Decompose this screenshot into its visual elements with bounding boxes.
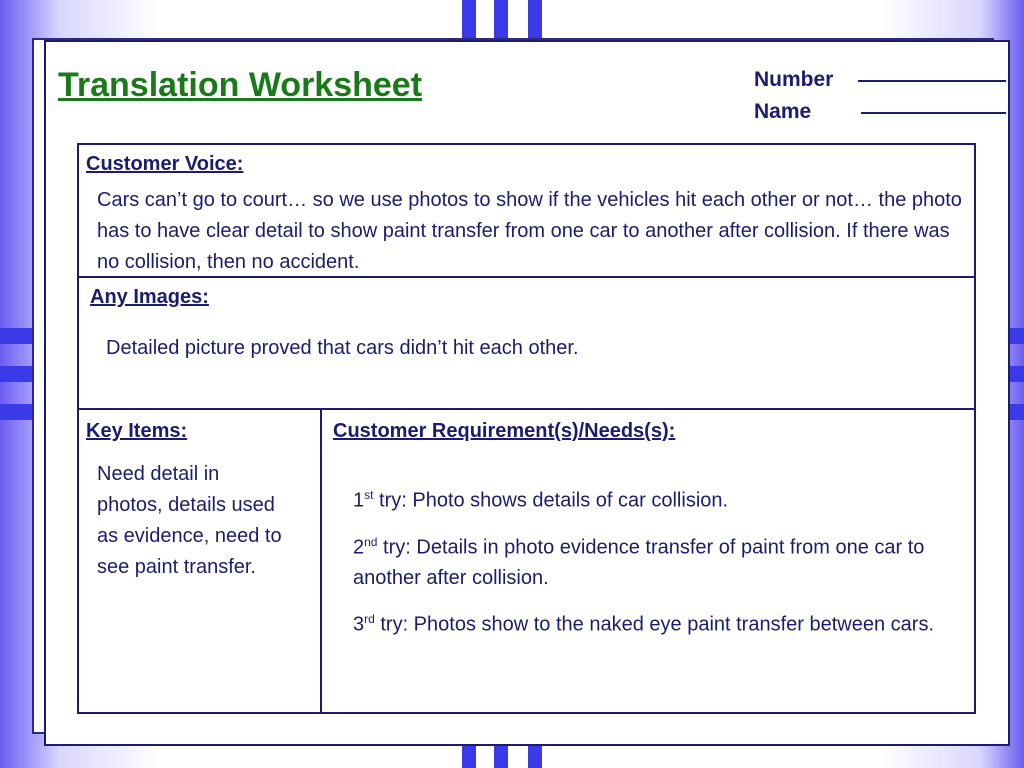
key-items-box bbox=[77, 408, 322, 714]
name-line[interactable] bbox=[861, 112, 1006, 114]
decorative-bar-top bbox=[462, 0, 476, 40]
requirements-box bbox=[320, 408, 976, 714]
requirements-label: Customer Requirement(s)/Needs(s): bbox=[333, 420, 676, 442]
requirements-list bbox=[353, 480, 958, 651]
customer-voice-label: Customer Voice: bbox=[86, 153, 244, 175]
number-label: Number bbox=[754, 68, 834, 91]
images-box bbox=[77, 276, 976, 410]
decorative-bar-top bbox=[494, 0, 508, 40]
number-line[interactable] bbox=[858, 80, 1006, 82]
worksheet bbox=[44, 40, 1010, 746]
requirement-item: 1st try: Photo shows details of car collision. bbox=[353, 488, 729, 512]
images-text: Detailed picture proved that cars didn’t hit each other. bbox=[106, 337, 579, 359]
name-label: Name bbox=[754, 100, 812, 123]
requirement-item: 3rd try: Photos show to the naked eye paint transfer between cars. bbox=[353, 612, 934, 636]
key-items-text: Need detail in photos, details used as evidence, need to see paint transfer. bbox=[97, 463, 282, 578]
key-items-label: Key Items: bbox=[86, 420, 188, 442]
images-label: Any Images: bbox=[90, 286, 209, 308]
requirement-item: 2nd try: Details in photo evidence transfer of paint from one car to another after collision. bbox=[353, 534, 925, 590]
decorative-bar-top bbox=[528, 0, 542, 40]
page-title: Translation Worksheet bbox=[58, 66, 423, 104]
customer-voice-text: Cars can’t go to court… so we use photos to show if the vehicles hit each other or not… the photo has to have clear detail to show paint transfer from one car to another after collision. If there was no collision, then no accident. bbox=[97, 189, 962, 273]
customer-voice-box bbox=[77, 143, 976, 278]
